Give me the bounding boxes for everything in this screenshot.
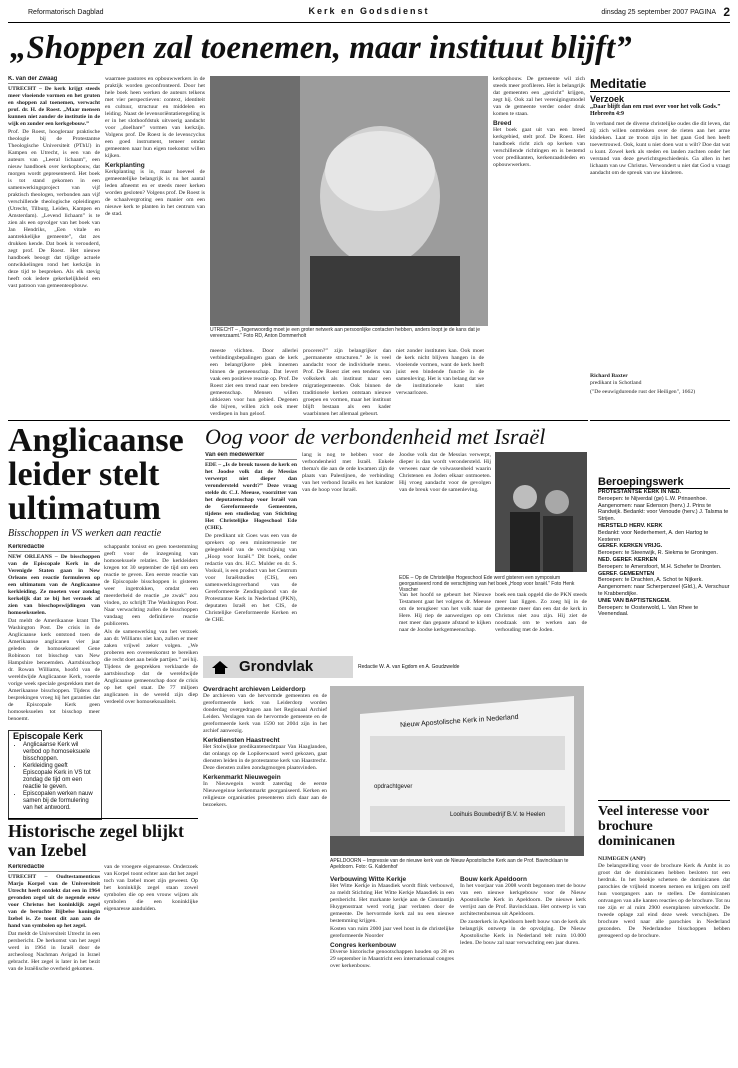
izebel-column-1 — [8, 864, 100, 1064]
lead-subhead: Kerkplanting — [105, 162, 145, 169]
israel-column-2 — [302, 452, 394, 652]
anglicaanse-intro: NEW ORLEANS – De bisschoppen van de Episcopale Kerk in de Verenigde Staten gaan in New Orleans een reactie formuleren op een ultimatum van de Anglicaanse kerkleiding. Ze moeten voor zondag kerkelijk dat ze bij het verzoek af zien van bisschopswijdingen van homoseksuelen. — [8, 554, 100, 616]
list-item: • Anglicaanse Kerk wil verbod op homoseksuele bisschoppen. — [23, 742, 97, 763]
meditatie-heading: Verzoek — [590, 94, 625, 104]
israel-column-3 — [399, 452, 491, 572]
lead-text: proceren?” zijn belangrijker dan „permanente structuren.” Je is veel aandacht voor de individuele mens. Prof. De Roest ziet een tendens van volkskerk als instituut naar een migratiegemeente. Ook binnen de traditionele kerken ontstaan nieuwe groepen en vormen, maar het instituut blijft bestaan als een kader waarbinnen het allemaal gebeurt. — [303, 348, 391, 417]
beroep-group — [598, 598, 730, 618]
grondvlak-column-1 — [203, 684, 327, 1064]
beroep-group-text: Beroepen: te Drachten, A. Schot te Nijkerk. Aangenomen: naar Scherpenzeel (Gld.), A. Verschuur te Krabbendijke. — [598, 577, 730, 597]
anglicaanse-text: schappanbt tonisst en geen toestemming geeft voor de inzegening van homoseksuele relaties. De kerkleiders kregen tot 30 september de tijd om een reactie te geven. Een eerste reactie van de Episcopale bisschoppen is gisteren weer ingetrokken, omdat een meerderheid de reactie „te zwak” zou vinden, zo schrijft The Washington Post. Naar verwachting zullen de bisschoppen vandaag een definitieve reactie publiceren. — [104, 544, 198, 627]
lead-photo — [210, 76, 488, 326]
grondvlak-subhead: Congres kerkenbouw — [330, 942, 397, 949]
grondvlak-badge — [203, 656, 353, 678]
lead-text: Kerkplanting is in, maar hoeveel de gemeentelijke belangrijk is nu het aantal leden afneemt en er steeds meer kerken worden gesloten? Volgens prof. De Roest is de schaalvergroting een manier om een nieuwe kerk te planten in het centrum van de stad. — [105, 169, 205, 217]
grondvlak-text: De archieven van de hervormde gemeenten en de gereformeerde kerk van Leiderdorp worden donderdag overgedragen aan het Regionaal Archief Leiden. Verslagen van de hervormde gemeente en de gereformeerde kerk van 1590 tot 2004 zijn in het archief aanwezig. — [203, 693, 327, 734]
page-label: PAGINA — [690, 9, 716, 16]
meditatie-author-role: predikant in Schotland — [590, 380, 642, 386]
israel-intro: EDE – „Is de breuk tussen de kerk en het Joodse volk dat de Messias verwerpt niet dieper dan verondersteld wordt?” Deze vraag stelde dr. C.J. Meeuse, voorzitter van het deputatenschap voor Israël van de Gereformeerde Gemeenten, tijdens een studiedag van Stichting Het Christelijke Hogeschool Ede (CHE). — [205, 462, 297, 531]
beroep-group — [598, 557, 730, 571]
lead-text: niet zonder instituten kan. Ook moet de kerk nicht blijven hangen in de vloeiende vormen, want de kerk heeft juist een bindende functie in de samenleving. Het is van belang dat we de institutionele kant niet verwaarlozen. — [396, 348, 484, 396]
lead-headline: „Shoppen zal toenemen, maar instituut blijft” — [10, 30, 632, 66]
grondvlak-subhead: Kerkenmarkt Nieuwegein — [203, 774, 281, 781]
beroep-group-text: Beroepen: te Amersfoort, M.H. Schefer te Dronten. — [598, 563, 722, 570]
izebel-column-2 — [104, 864, 198, 1064]
episcopale-box-list — [9, 742, 101, 812]
grondvlak-header — [203, 656, 588, 678]
israel-text: Joodse volk dat de Messias verwerpt, dieper is dan wordt verondersteld. Hij verwees naar de volwassenheid waarin Christenen en Joden elkaar ontmoeten. Hij vroeg aandacht voor de gevolgen van de breuk voor de samenleving. — [399, 452, 491, 493]
grondvlak-text: Het Stolwijkse predikantenechtpaar Van Haaglanden, dat onlangs op de Lopikerwaard werd gekozen, gaat diensten leiden in de protestantse kerk van Haastrecht. Deze diensten zullen zondagmorgen plaatsvinden. — [203, 744, 327, 771]
israel-column-4 — [399, 592, 491, 652]
grondvlak-subhead: Bouw kerk Apeldoorn — [460, 876, 527, 883]
izebel-intro: UTRECHT – Oudtestamenticus Marjo Korpel van de Universiteit Utrecht heeft ontdekt dat een in 1964 gevonden zegel uit de negende eeuw voor Christus het koninklijk zegel van de beruchte Bijbelse koningin Izebel is. Ze toont dit aan aan de hand van symbolen op het zegel. — [8, 874, 100, 929]
meditatie-body: In verband met de diverse christelijke oudes die dit leven, dat zij zich willen onttrekken over de rieten aan het arme kindeken. Laat ze troon zijn in het gaan God hen heeft toevertrouwd. Ook, kunt u niet doen wat u wilt? Doe dat wat u kunt. Zowel kerk als steden en landen zuchten onder het verstand van deze gewrichtsgeschiedenis. Ga allen in het lichaam van uw Christus. Verwondert u niet dat God u vraagt aandacht om de spreuk van uw kinderen. — [590, 121, 730, 176]
sign-text: opdrachtgever — [374, 784, 413, 790]
izebel-text: van de vroegere eigenaresse. Onderzoek van Korpel toont echter aan dat het zegel toch van Izebel moet zijn geweest. Op het koninklijk zegel staan zowel symbolen die op een vrouw wijzen als symbolen die een koninklijke eigenaresse aanduiden. — [104, 864, 198, 912]
grondvlak-credits: Redactie W. A. van Egdom en A. Goudzwelde — [358, 664, 460, 670]
anglicaanse-headline: Anglicaanse leider stelt ultimatum — [8, 422, 184, 527]
anglicaanse-text: Als de samenwerking van het verzoek aan dr. Williams niet kan, zullen er meer zaken vrijwel zeker volgen. „We proberen een overeenkomst te bereiken die recht doet aan beide partijen.” zei hij. Tijdens de gesprekken verklaarde de aartsbisschop dat de wereldwijde Anglicaanse gemeenschap door de crisis op het spel staat. De 77 miljoen anglicanen in de wereld zijn diep verdeeld over homoseksualiteit. — [104, 629, 198, 705]
list-item: • Kerkleiding geeft Episcopale Kerk in VS tot zondag de tijd om een reactie te geven. — [23, 763, 97, 791]
house-icon — [211, 660, 229, 674]
israel-text: De predikant uit Goes was een van de sprekers op een ministersessie ter gelegenheid van de verschijning van „Hoop voor Israël.” Dit boek, onder redactie van drs. H.C. Mulder en dr. S. Voskuil, is een product van het Centrum voor Israëlstudies (CIS), een samenwerkingsverband van de Gereformeerde Zendingsbond van de Protestantse Kerk in Nederland (PKN), deputaten Israël en het CIS, de Christelijke Gereformeerde Kerken en de CHE. — [205, 533, 297, 623]
grondvlak-text: Kosten van ruim 2000 jaar veel hout in de christelijke gereformeerde Noorder — [330, 926, 454, 939]
beroep-group — [598, 543, 730, 557]
grondvlak-subhead: Verbouwing Witte Kerkje — [330, 876, 407, 883]
beroep-group-text: Beroepen: te Steenwijk, R. Siekma te Groningen. — [598, 550, 718, 557]
lead-byline: K. van der Zwaag — [8, 76, 100, 84]
meditatie-author: Richard Baxter — [590, 373, 628, 379]
paper-name: Reformatorisch Dagblad — [28, 9, 104, 16]
lead-text: waarmee pastores en opbouwwerkers in de praktijk worden geconfronteerd. Door het hele boek heen werken de auteurs telkens met vier perspectieven: context, identiteit en cultuur, structuur en middelen en leiding. Naast de levensoriëntatieregeling is er in het slothoofdstuk uitvoerig aandacht voor „doelbare” vormen van kerkzijn. Volgens prof. De Roest is de levenscyclus een goed instrument, temeer omdat gemeenten naar hun eigen toekomst willen kijken. — [105, 76, 205, 159]
veel-interesse-byline: NIJMEGEN (ANP) — [598, 856, 646, 862]
israel-column-1 — [205, 452, 297, 652]
beroep-group-text: Beroepen: te Nijverdal (ge) L.W. Prinsenhoe. Aangenomen: naar Edenson (herv.) J. Prins te Randwijk. Bedankt: voor Venoude (herv.) J. Talsma te Strijen. — [598, 495, 729, 523]
veel-interesse-column — [598, 856, 730, 1064]
beroep-group-head: NED. GEREF. KERKEN — [598, 556, 658, 563]
masthead — [8, 4, 730, 23]
beroep-group-head: PROTESTANTSE KERK IN NED. — [598, 489, 682, 495]
lead-subhead: Breed — [493, 120, 512, 127]
israel-byline: Van een medewerker — [205, 452, 297, 460]
israel-photo — [495, 452, 587, 572]
izebel-byline: Kerkredactie — [8, 864, 100, 872]
israel-headline: Oog voor de verbondenheid met Israël — [205, 424, 546, 449]
anglicaanse-subtitle: Bisschoppen in VS werken aan reactie — [8, 528, 162, 539]
veel-interesse-text: De belangstelling voor de brochure Kerk & Ambt is zo groot dat de dominicanen hebben besloten tot een herdruk. In het boekje schetsen de dominicanen dat parochies de vrijheid moeten nemen en krijgen om zelf hun voorgangers aan te stellen. De dominicanen ontvangen van alle kanten reacties op de brochure. Tot nu toe zijn er al ruim 2900 exemplaren uitverkocht. De tweede oplage zal eind deze week verschijnen. De brochure werd naar alle parochies in Nederland gezonden. De Nederlandse bisschoppen hebben gereageerd op de brochure. — [598, 863, 730, 939]
veel-interesse-headline: Veel interesse voor brochure dominicanen — [598, 804, 709, 849]
grondvlak-title: Grondvlak — [239, 658, 314, 675]
izebel-text: Dat meldt de Universiteit Utrecht in een persbericht. De herkomst van het zegel werd in 1964 in Israël door de archeoloog Nachman Avigad in Israel gebracht. Het zegel is later in het bezit van de Israëlische overheid gekomen. — [8, 931, 100, 972]
grondvlak-column-3 — [460, 874, 586, 1064]
meditatie-sidebar — [590, 76, 730, 396]
issue-date: dinsdag 25 september 2007 — [601, 9, 689, 16]
israel-column-5 — [495, 592, 587, 652]
lead-column-5 — [396, 348, 484, 418]
divider — [598, 800, 730, 801]
israel-text: boek een taak opgeld die de PKN steeds meer laat liggen. Zo zoeg hij in de gemeente meer dan een dat de kerk in Christus niet zou zijn. Hij ziet de noodzaak om te werken aan de verhouding met de Joden. — [495, 592, 587, 633]
grondvlak-text: Diverse historische genootschappen houden op 28 en 29 september in Maastricht een internationaal congres over kerkenbouw. — [330, 949, 454, 969]
lead-text: Prof. De Roest, hoogleraar praktische theologie bij de Protestantse Theologische Universiteit (PThU) in Kampen en Utrecht, is een van de auteurs van „Leeral lichaam”, een nieuw handboek over kerkopbouw, dat morgen wordt gepresenteerd. Het boek is tot stand gekomen in een samenwerkingsproject van vijf praktisch theologen, verbonden aan vijf verschillende theologische opleidingen (Utrecht, Tilburg, Leiden, Kampen en Amsterdam). „Levend lichaam” is te zien als een opvolger van het boek van Jan Hendriks, „Een vitale en aantrekkelijke gemeente”, dat zes drukken kende. Dat boek is verouderd, zegt prof. De Roest. Het nieuwe handboek beoogt dat tijdige actuele ontwikkelingen rond het kerkzijn in deze tijd te bespreken. Als elk stevig heeft ook iedere gekerkelijkheid een vast patroon van gemeenteopbouw. — [8, 129, 100, 289]
lead-text: meeste vlichten. Door allerlei verbindingsbepalingen gaan de kerk een belangrijkere plek innemen binnen de gemeenschap. Dat levert vaak een positieve reactie op. Prof. De Roest ziet een trend naar een bredere gemeenschap. Mensen willen uitkiezen voor hun gebied. Degenen die bijven, willen zich ook meer verdiepen in hun geloof. — [210, 348, 298, 417]
grondvlak-text: Het Witte Kerkje in Maasdiek wordt flink verbouwd, zo meldt Stichting Het Witte Kerkje Maasdiek in een persbericht. Het markante kerkje aan de Constantijn Huygensstraat werd vorig jaar verlaten door de gemeente. De hervormde kerk zal nu een nieuwe bestemming krijgen. — [330, 883, 454, 924]
beroep-group-head: UNIE VAN BAPTISTENGEM. — [598, 597, 671, 604]
sign-text: Looihuis Bouwbedrijf B.V. te Heelen — [450, 812, 546, 818]
lead-column-6 — [493, 76, 585, 416]
page-number: 2 — [723, 5, 730, 19]
lead-column-3 — [210, 348, 298, 418]
beroep-group — [598, 523, 730, 543]
grondvlak-subhead: Overdracht archieven Leiderdorp — [203, 686, 306, 693]
lead-text: kerkophouw. De gemeente wil zich steeds meer profileren. Het is belangrijk dat gemeenten een „gezicht” krijgen, zegt hij. Ook zal het verenigingsmodel van de gemeente verder onder druk komen te staan. — [493, 76, 585, 117]
grondvlak-photo-caption: APELDOORN – Impressie van de nieuwe kerk van de Nieuw Apostolische Kerk aan de Prof. Bavincklaan te Apeldoorn. Foto: G. Kaldenhof — [330, 858, 569, 870]
portrait-image — [210, 76, 488, 326]
lead-column-4 — [303, 348, 391, 418]
izebel-headline: Historische zegel blijkt van Izebel — [8, 821, 184, 860]
beroep-group — [598, 571, 730, 598]
grondvlak-subhead: Kerkdiensten Haastrecht — [203, 737, 280, 744]
divider — [8, 818, 198, 819]
symposium-image — [495, 452, 587, 572]
beroep-group — [598, 489, 730, 523]
anglicaanse-column-1 — [8, 544, 100, 724]
sign-text: Nieuw Apostolische Kerk in Nederland — [399, 713, 519, 730]
grondvlak-photo — [330, 686, 584, 856]
beroep-group-head: GEREF. GEMEENTEN — [598, 570, 655, 577]
anglicaanse-column-2 — [104, 544, 198, 816]
episcopale-box-title: Episcopale Kerk — [13, 731, 84, 741]
beroep-group-text: Beroepen: te Oosterwold, L. Van Rhee te Veenendaal. — [598, 604, 699, 618]
grondvlak-column-2 — [330, 874, 454, 1064]
lead-photo-caption: UTRECHT – „Tegenwoordig moet je een groter netwerk aan persoonlijke contacten hebben, anders loopt je de kans dat je vereenzaamt.” Foto RD, Anton Dommerholt — [210, 327, 481, 339]
beroep-group-head: HERSTELD HERV. KERK — [598, 522, 663, 529]
lead-text: Het boek gaat uit van een breed kerkgebied, stelt prof. De Roest. Het handboek richt zich op kerken van verschillende richtingen en is bestemd voor predikanten, kerkenraadsleden en opbouwwerkers. — [493, 127, 585, 168]
beroep-group-text: Bedankt: voor Nederhemert, A. den Hartog te Kesteren — [598, 529, 709, 543]
lead-intro: UTRECHT – De kerk krijgt steeds meer vloeiende vormen en het gruten en shoppen zal toenemen, verwacht prof. dr. H. de Roest. „Maar mensen kunnen niet zonder de institutie in de wijk en zonder een kerkgebouw.” — [8, 86, 100, 127]
divider — [8, 420, 588, 421]
lead-column-1 — [8, 76, 100, 416]
construction-sign-image — [330, 686, 584, 856]
beroepingswerk-title: Beroepingswerk — [598, 476, 730, 489]
list-item: • Episcopalen werken nauw samen bij de formulering van het antwoord. — [23, 791, 97, 812]
divider — [590, 420, 730, 421]
anglicaanse-text: Dat meldt de Amerikaanse krant The Washington Post. De crisis in de Anglicaanse kerk ontstond toen de Amerikaanse anglicanen vier jaar geleden de homoseksueel Gene Robinson tot bisschop van New Hampshire benoemden. Aartsbisschop dr. Rowan Williams, hoofd van de wereldwijde Anglicaanse Kerk, voerde vorige week speciale gesprekken met de Amerikaanse bisschoppen. Tijdens die besprekingen vroeg hij het garanties dat de Episcopale Kerk geen homoseksuelen tot bisschop meer benoemt. — [8, 618, 100, 722]
israel-text: lang is nog te hebben voor de verbondenheid met Israël. Enkele thema's die aan de orde kwamen zijn de plaats van Palestijnen, de verbinding van het verbond Israëls en het karakter van de hoop voor Israël. — [302, 452, 394, 493]
section-name: Kerk en Godsdienst — [308, 6, 430, 16]
grondvlak-text: In het voorjaar van 2008 wordt begonnen met de bouw van een nieuwe kerkgebouw voor de Nieuw Apostolische Kerk in Apeldoorn. De nieuwe kerk verrijst aan de Prof. Bavincklaan. Het ontwerp is van architectenbureau uit Apeldoorn. — [460, 883, 586, 917]
beroepingswerk — [598, 476, 730, 618]
beroep-group-head: GEREF. KERKEN VRIJG. — [598, 543, 663, 550]
lead-column-2 — [105, 76, 205, 332]
grondvlak-text: De zusterkerk in Apeldoorn heeft bouw van de kerk als belangrijk ontwerp in de opvolging. De Nieuw Apostolische Kerk in Nederland telt ruim 10.000 leden. De bouw zal naar verwachting een jaar duren. — [460, 919, 586, 946]
grondvlak-text: In Nieuwegein wordt zaterdag de eerste Nieuwegeinse kerkenmarkt georganiseerd. Kerken en religieuze organisaties presenteren zich daar aan de bezoekers. — [203, 781, 327, 808]
meditatie-title: Meditatie — [590, 76, 730, 92]
israel-photo-caption: EDE – Op de Christelijke Hogeschool Ede werd gisteren een symposium georganiseerd rond de verschijning van het boek „Hoop voor Israël.” Foto Henk Visscher — [399, 575, 575, 593]
meditatie-quote: „Daar blijft dan een rust over voor het volk Gods.” Hebreeën 4:9 — [590, 104, 721, 117]
anglicaanse-byline: Kerkredactie — [8, 544, 100, 552]
meditatie-source: ("De eeuwigdurende rust der Heiligen", 1662) — [590, 389, 696, 395]
israel-text: Van het hoofd se gebeurt het Nieuwe Testament gaat het volgens dr. Meeuse om de terugkeer van het volk naar de Here. Hij riep de aanwezigen op om met meer dan gepaste afstand te kijken naar de Joodse kerkgemeenschap. — [399, 592, 491, 633]
episcopale-box — [8, 730, 102, 820]
